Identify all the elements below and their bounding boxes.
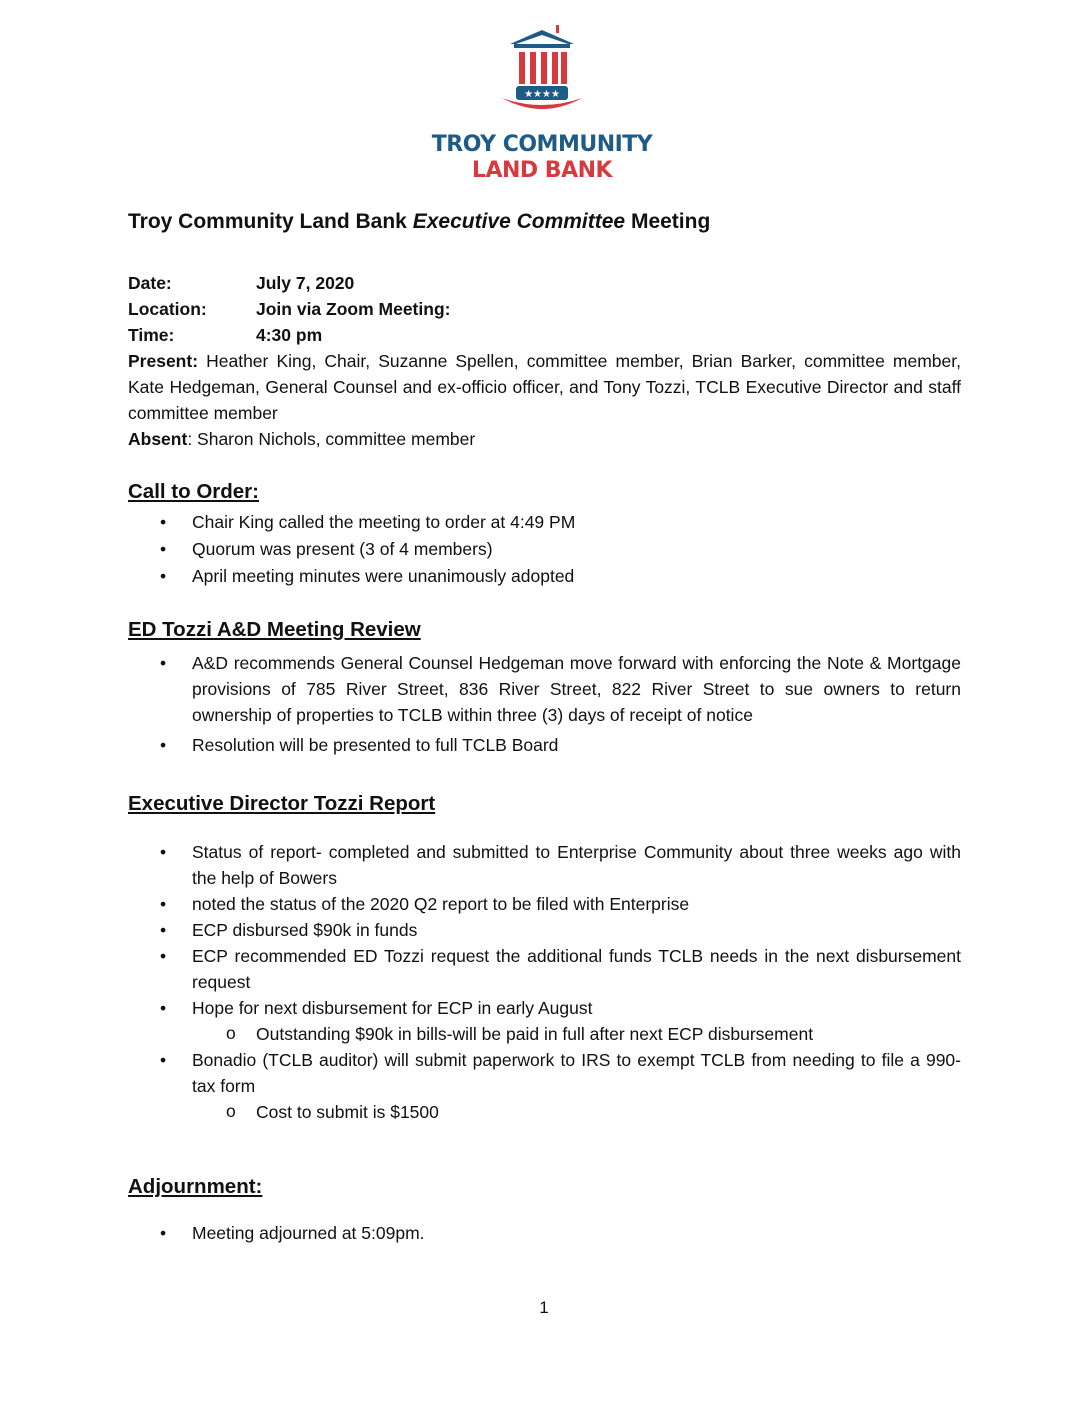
absent-value: : Sharon Nichols, committee member <box>187 429 476 449</box>
list-item: • April meeting minutes were unanimously adopted <box>128 563 961 589</box>
ed-report-list <box>128 839 961 1125</box>
heading-adjournment: Adjournment: <box>128 1175 263 1198</box>
svg-text:★★★★: ★★★★ <box>524 89 560 100</box>
call-to-order-list <box>128 509 961 589</box>
meta-location <box>128 296 450 322</box>
list-item: • Quorum was present (3 of 4 members) <box>128 536 961 562</box>
list-subitem: o Outstanding $90k in bills-will be paid in full after next ECP disbursement <box>128 1021 961 1047</box>
logo-line-1: TROY COMMUNITY <box>431 132 653 157</box>
adjournment-list <box>128 1220 961 1246</box>
list-item: • Meeting adjourned at 5:09pm. <box>128 1220 961 1246</box>
time-value: 4:30 pm <box>256 325 323 345</box>
time-label: Time: <box>128 325 175 345</box>
heading-ed-report: Executive Director Tozzi Report <box>128 792 436 815</box>
date-label: Date: <box>128 273 172 293</box>
meta-date <box>128 270 354 296</box>
list-subitem: o Cost to submit is $1500 <box>128 1099 961 1125</box>
meta-time <box>128 322 322 348</box>
list-item: • Chair King called the meeting to order at 4:49 PM <box>128 509 961 535</box>
logo-line-2: LAND BANK <box>471 158 613 183</box>
location-value: Join via Zoom Meeting: <box>256 299 451 319</box>
list-item: • noted the status of the 2020 Q2 report to be filed with Enterprise <box>128 891 961 917</box>
title-part-2: Meeting <box>625 210 711 233</box>
heading-ad-review: ED Tozzi A&D Meeting Review <box>128 618 421 641</box>
land-bank-logo <box>430 22 654 190</box>
present-value: Heather King, Chair, Suzanne Spellen, committee member, Brian Barker, committee member, Kate Hedgeman, General Counsel and ex-officio officer, and Tony Tozzi, TCLB Executive Director and staff committee member <box>128 351 961 423</box>
house-hat-icon <box>500 22 584 110</box>
absent-label: Absent <box>128 429 188 449</box>
list-item: • Resolution will be presented to full TCLB Board <box>128 732 961 758</box>
list-item: • ECP disbursed $90k in funds <box>128 917 961 943</box>
present-attendees <box>128 348 961 426</box>
list-item: • Bonadio (TCLB auditor) will submit paperwork to IRS to exempt TCLB from needing to file a 990-tax form <box>128 1047 961 1099</box>
document-title <box>128 210 710 234</box>
location-label: Location: <box>128 299 207 319</box>
list-item: • Hope for next disbursement for ECP in early August <box>128 995 961 1021</box>
list-item: • Status of report- completed and submitted to Enterprise Community about three weeks ago with the help of Bowers <box>128 839 961 891</box>
page-number: 1 <box>539 1298 549 1317</box>
title-part-1: Troy Community Land Bank <box>128 210 413 233</box>
heading-call-to-order: Call to Order: <box>128 480 259 503</box>
meta-absent <box>128 426 475 452</box>
date-value: July 7, 2020 <box>256 273 355 293</box>
present-label: Present: <box>128 351 199 371</box>
title-italic: Executive Committee <box>412 210 626 233</box>
list-item: • A&D recommends General Counsel Hedgeman move forward with enforcing the Note & Mortgage provisions of 785 River Street, 836 River Street, 822 River Street to sue owners to return ownership of properties to TCLB within three (3) days of receipt of notice <box>128 650 961 728</box>
list-item: • ECP recommended ED Tozzi request the additional funds TCLB needs in the next disbursement request <box>128 943 961 995</box>
ad-review-list <box>128 650 961 758</box>
